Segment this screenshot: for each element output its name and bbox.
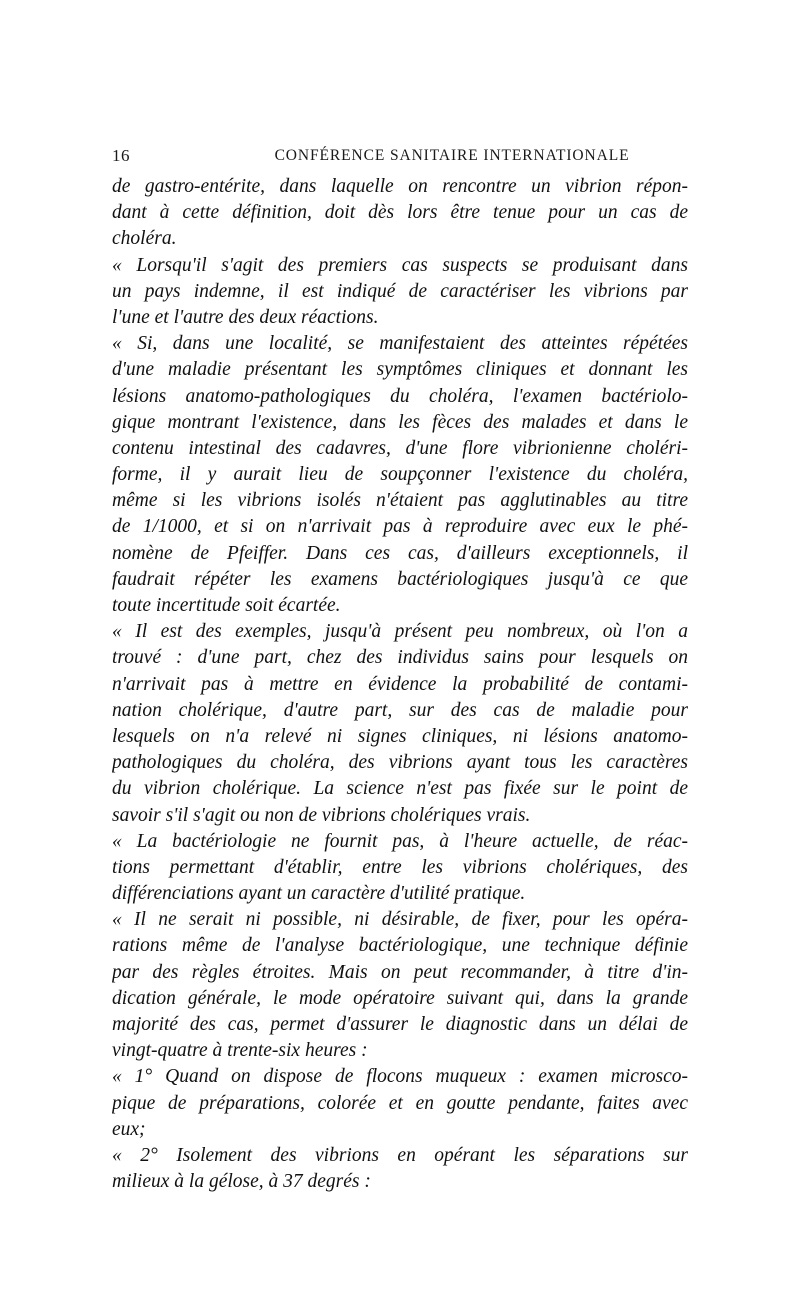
text-line: « Lorsqu'il s'agit des premiers cas suspects se produisant dans (112, 254, 688, 276)
text-line: par des règles étroites. Mais on peut recommander, à titre d'in- (112, 961, 688, 983)
text-line: même si les vibrions isolés n'étaient pas agglutinables au titre (112, 490, 688, 512)
text-line: différenciations ayant un caractère d'utilité pratique. (112, 883, 526, 905)
text-line: « 1° Quand on dispose de flocons muqueux : examen microsco- (112, 1066, 688, 1088)
text-line: « Si, dans une localité, se manifestaient des atteintes répétées (112, 333, 688, 355)
text-line: du vibrion cholérique. La science n'est pas fixée sur le point de (112, 778, 688, 800)
text-line: d'une maladie présentant les symptômes cliniques et donnant les (112, 359, 688, 381)
text-line: « 2° Isolement des vibrions en opérant les séparations sur (112, 1144, 688, 1166)
text-line: « La bactériologie ne fournit pas, à l'heure actuelle, de réac- (112, 830, 688, 852)
text-line: nation cholérique, d'autre part, sur des cas de maladie pour (112, 699, 688, 721)
text-line: pique de préparations, colorée et en goutte pendante, faites avec (112, 1092, 688, 1114)
text-line: vingt-quatre à trente-six heures : (112, 1040, 368, 1062)
text-line: milieux à la gélose, à 37 degrés : (112, 1171, 371, 1193)
text-line: lesquels on n'a relevé ni signes cliniques, ni lésions anatomo- (112, 725, 688, 747)
text-line: dication générale, le mode opératoire suivant qui, dans la grande (112, 987, 688, 1009)
text-line: eux; (112, 1118, 146, 1140)
text-line: rations même de l'analyse bactériologique, une technique définie (112, 935, 688, 957)
text-line: faudrait répéter les examens bactériologiques jusqu'à ce que (112, 568, 688, 590)
text-line: n'arrivait pas à mettre en évidence la probabilité de contami- (112, 673, 688, 695)
text-line: dant à cette définition, doit dès lors être tenue pour un cas de (112, 202, 688, 224)
text-line: savoir s'il s'agit ou non de vibrions cholériques vrais. (112, 804, 531, 826)
text-line: forme, il y aurait lieu de soupçonner l'existence du choléra, (112, 464, 688, 486)
text-line: contenu intestinal des cadavres, d'une flore vibrionienne choléri- (112, 437, 688, 459)
text-line: de 1/1000, et si on n'arrivait pas à reproduire avec eux le phé- (112, 516, 688, 538)
text-line: de gastro-entérite, dans laquelle on rencontre un vibrion répon- (112, 176, 688, 197)
page-header (112, 146, 688, 170)
text-line: lésions anatomo-pathologiques du choléra, l'examen bactériolo- (112, 385, 688, 407)
text-line: trouvé : d'une part, chez des individus sains pour lesquels on (112, 647, 688, 669)
text-line: pathologiques du choléra, des vibrions ayant tous les caractères (112, 752, 688, 774)
text-line: majorité des cas, permet d'assurer le diagnostic dans un délai de (112, 1014, 688, 1035)
text-line: choléra. (112, 228, 177, 250)
text-line: « Il ne serait ni possible, ni désirable, de fixer, pour les opéra- (112, 909, 688, 931)
running-title: CONFÉRENCE SANITAIRE INTERNATIONALE (274, 147, 630, 164)
text-line: « Il est des exemples, jusqu'à présent peu nombreux, où l'on a (112, 621, 688, 643)
text-line: tions permettant d'établir, entre les vibrions cholériques, des (112, 856, 688, 878)
text-line: nomène de Pfeiffer. Dans ces cas, d'ailleurs exceptionnels, il (112, 542, 688, 564)
text-line: l'une et l'autre des deux réactions. (112, 306, 379, 328)
text-line: gique montrant l'existence, dans les fèces des malades et dans le (112, 411, 688, 433)
text-line: toute incertitude soit écartée. (112, 595, 341, 616)
page-number: 16 (112, 146, 130, 165)
text-line: un pays indemne, il est indiqué de caractériser les vibrions par (112, 280, 688, 302)
body-text (112, 174, 688, 1195)
